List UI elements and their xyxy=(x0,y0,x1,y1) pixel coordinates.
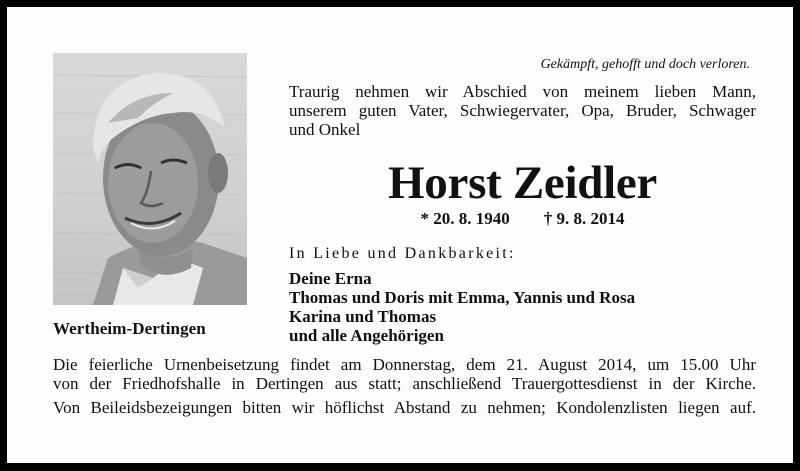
mourner-line: Karina und Thomas xyxy=(289,307,437,326)
obituary-notice xyxy=(7,7,793,463)
intro-line: unserem guten Vater, Schwiegervater, Opa, Bruder, Schwager xyxy=(289,101,756,120)
birth-date: * 20. 8. 1940 xyxy=(420,209,510,228)
intro-line: und Onkel xyxy=(289,120,361,139)
mourners-list xyxy=(289,269,635,345)
life-dates xyxy=(289,209,756,229)
condolence-line: Von Beileidsbezeigungen bitten wir höflichst Abstand zu nehmen; Kondolenzlisten liegen auf. xyxy=(53,398,756,417)
motto-quote: Gekämpft, gehofft und doch verloren. xyxy=(540,57,750,72)
intro-line: Traurig nehmen wir Abschied von meinem lieben Mann, xyxy=(289,82,756,101)
deceased-name: Horst Zeidler xyxy=(388,157,657,209)
portrait-photo xyxy=(53,53,247,305)
mourner-line: Thomas und Doris mit Emma, Yannis und Rosa xyxy=(289,288,636,307)
mourner-line: Deine Erna xyxy=(289,269,372,288)
funeral-details xyxy=(53,355,756,417)
location-label: Wertheim-Dertingen xyxy=(53,319,206,338)
portrait-image xyxy=(53,53,247,305)
funeral-line: Die feierliche Urnenbeisetzung findet am Donnerstag, dem 21. August 2014, um 15.00 Uhr xyxy=(53,355,756,374)
mourner-line: und alle Angehörigen xyxy=(289,326,444,345)
death-date: † 9. 8. 2014 xyxy=(543,209,625,228)
intro-text xyxy=(289,82,756,139)
love-gratitude-line: In Liebe und Dankbarkeit: xyxy=(289,245,516,262)
funeral-line: von der Friedhofshalle in Dertingen aus statt; anschließend Trauergottesdienst in der Kirche. xyxy=(53,374,756,393)
